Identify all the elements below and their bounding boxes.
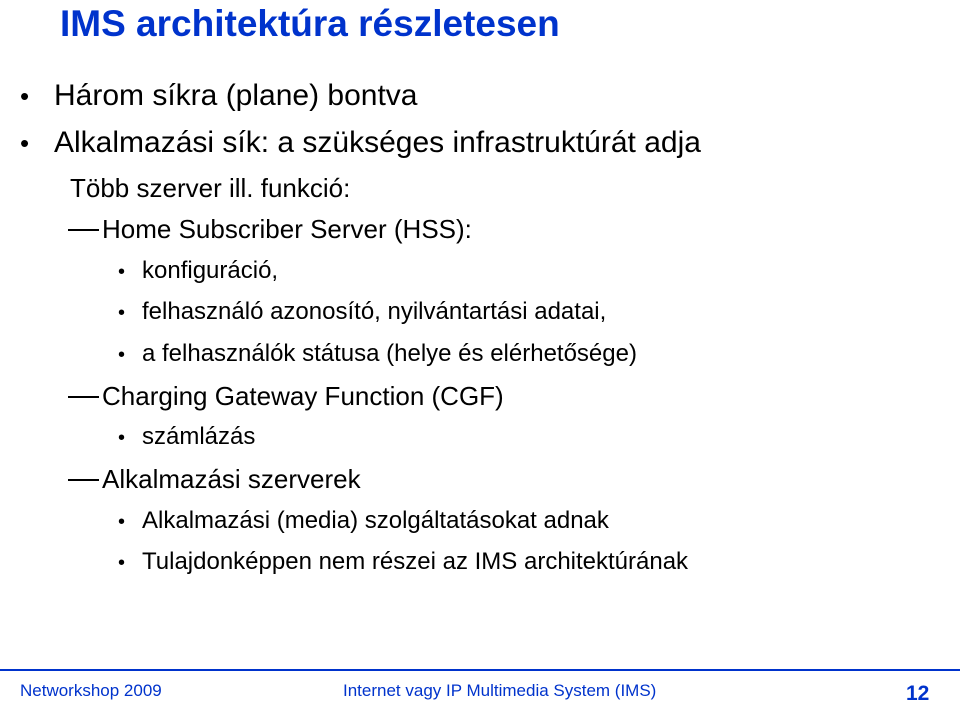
small-bullet-icon: • <box>118 344 126 366</box>
footer-left: Networkshop 2009 <box>20 681 162 700</box>
slide-title: IMS architektúra részletesen <box>60 3 560 44</box>
list-item <box>118 256 278 286</box>
small-bullet-icon: • <box>118 261 126 283</box>
group-heading-text: Alkalmazási szerverek <box>102 464 361 494</box>
list-item <box>118 339 637 369</box>
list-item <box>118 506 609 536</box>
group-heading-text: Charging Gateway Function (CGF) <box>102 381 504 411</box>
list-item <box>118 297 606 327</box>
list-item-text: felhasználó azonosító, nyilvántartási adatai, <box>142 298 607 325</box>
group-heading-text: Home Subscriber Server (HSS): <box>102 214 472 244</box>
dash-icon <box>68 479 99 481</box>
dash-icon <box>68 396 99 398</box>
bullet-dot-icon: • <box>20 81 30 111</box>
list-item-text: a felhasználók státusa (helye és elérhetősége) <box>142 340 637 367</box>
bullet-dot-icon: • <box>20 128 30 158</box>
sub-heading: Több szerver ill. funkció: <box>70 173 351 203</box>
small-bullet-icon: • <box>118 511 126 533</box>
small-bullet-icon: • <box>118 427 126 449</box>
list-item-text: konfiguráció, <box>142 257 279 284</box>
footer-divider <box>0 669 960 671</box>
list-item <box>118 547 688 577</box>
group-heading <box>68 380 504 412</box>
list-item <box>118 422 255 452</box>
small-bullet-icon: • <box>118 302 126 324</box>
list-item-text: Alkalmazási (media) szolgáltatásokat adnak <box>142 507 609 534</box>
group-heading <box>68 463 361 495</box>
footer-center: Internet vagy IP Multimedia System (IMS) <box>343 681 657 700</box>
list-item-text: számlázás <box>142 423 256 450</box>
bullet-row <box>20 78 418 114</box>
bullet-text: Három síkra (plane) bontva <box>54 79 418 112</box>
bullet-text: Alkalmazási sík: a szükséges infrastruktúrát adja <box>54 126 701 159</box>
dash-icon <box>68 229 99 231</box>
bullet-row <box>20 125 701 161</box>
small-bullet-icon: • <box>118 552 126 574</box>
group-heading <box>68 213 472 245</box>
list-item-text: Tulajdonképpen nem részei az IMS architektúrának <box>142 548 689 575</box>
page-number: 12 <box>906 682 930 705</box>
